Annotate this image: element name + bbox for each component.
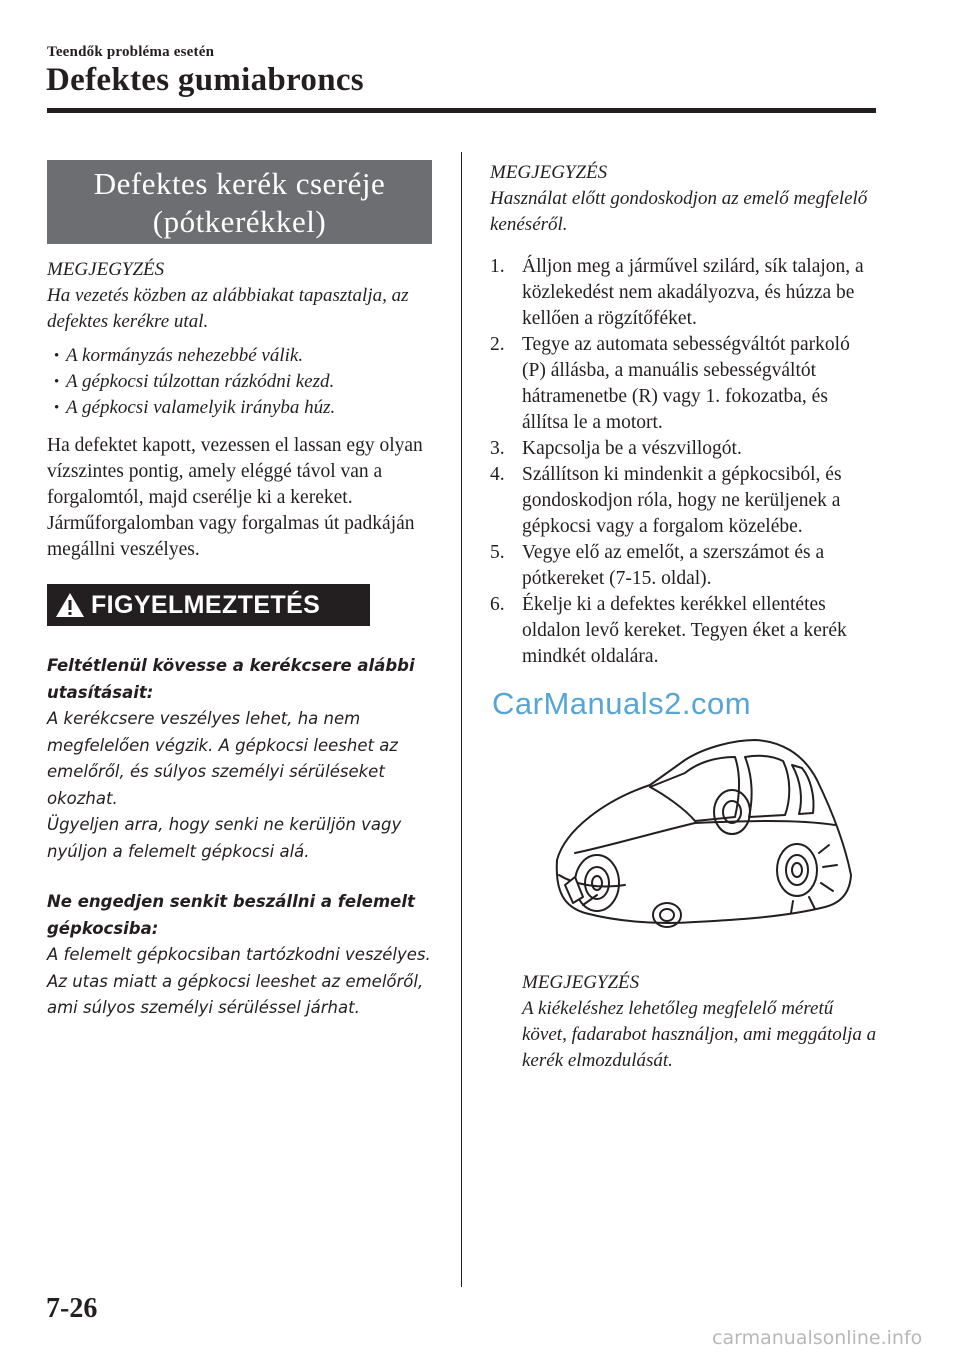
left-column xyxy=(47,160,433,1022)
step-text: Szállítson ki mindenkit a gépkocsiból, és gondoskodjon róla, hogy ne kerüljenek a gépkocsi vagy a forgalom közelébe. xyxy=(522,464,842,537)
step-number: 2. xyxy=(490,334,505,355)
step-number: 5. xyxy=(490,542,505,563)
note-label: MEGJEGYZÉS xyxy=(522,972,640,993)
warning-text: A kerékcsere veszélyes lehet, ha nem megfelelően végzik. A gépkocsi leeshet az emelőről, és súlyos személyi sérüléseket okozhat. xyxy=(47,709,398,808)
note-text: Használat előtt gondoskodjon az emelő megfelelő kenéséről. xyxy=(490,188,868,235)
list-item xyxy=(490,462,880,540)
step-number: 6. xyxy=(490,594,505,615)
page-title: Defektes gumiabroncs xyxy=(46,62,364,98)
note-label: MEGJEGYZÉS xyxy=(47,259,165,280)
section-heading xyxy=(47,160,432,244)
list-item xyxy=(490,332,880,436)
note-text: Ha vezetés közben az alábbiakat tapasztalja, az defektes kerékre utal. xyxy=(47,285,409,332)
step-number: 4. xyxy=(490,464,505,485)
warning-text: A felemelt gépkocsiban tartózkodni veszélyes. Az utas miatt a gépkocsi leeshet az emelőről, ami súlyos személyi sérüléssel járhat. xyxy=(47,945,431,1017)
step-text: Tegye az automata sebességváltót parkoló (P) állásba, a manuális sebességváltót hátramenetbe (R) vagy 1. fokozatba, és állítsa le a motort. xyxy=(522,334,850,433)
watermark: CarManuals2.com xyxy=(492,686,752,721)
note-block xyxy=(522,970,882,1074)
list-item: • A gépkocsi túlzottan rázkódni kezd. xyxy=(47,369,433,395)
footer-source: carmanualsonline.info xyxy=(712,1327,923,1349)
warning-text: Ügyeljen arra, hogy senki ne kerüljön vagy nyúljon a felemelt gépkocsi alá. xyxy=(47,815,402,861)
step-text: Kapcsolja be a vészvillogót. xyxy=(522,438,742,459)
page-number: 7-26 xyxy=(46,1293,98,1324)
step-list xyxy=(490,254,880,670)
warning-heading: Feltétlenül kövesse a kerékcsere alábbi utasításait: xyxy=(47,656,415,702)
note-block xyxy=(47,257,433,335)
symptom-list xyxy=(47,343,433,421)
note-text: A kiékeléshez lehetőleg megfelelő méretű követ, fadarabot használjon, ami meggátolja a kerék elmozdulását. xyxy=(522,998,877,1071)
list-item: • A gépkocsi valamelyik irányba húz. xyxy=(47,395,433,421)
list-item xyxy=(490,592,880,670)
warning-triangle-icon xyxy=(55,592,85,618)
step-number: 1. xyxy=(490,256,505,277)
body-block xyxy=(47,433,433,563)
step-text: Vegye elő az emelőt, a szerszámot és a pótkereket (7-15. oldal). xyxy=(522,542,825,589)
step-number: 3. xyxy=(490,438,505,459)
right-column xyxy=(490,160,880,670)
list-item xyxy=(490,254,880,332)
note-block xyxy=(490,160,880,238)
list-item xyxy=(490,436,880,462)
section-heading-line2: (pótkerékkel) xyxy=(152,204,327,239)
column-divider xyxy=(461,152,462,1287)
body-paragraph: Ha defektet kapott, vezessen el lassan egy olyan vízszintes pontig, amely eléggé távol van a forgalomtól, majd cserélje ki a kereket. xyxy=(47,435,423,508)
step-text: Álljon meg a járművel szilárd, sík talajon, a közlekedést nem akadályozva, és húzza be kellően a rögzítőféket. xyxy=(522,256,864,329)
warning-heading: Ne engedjen senkit beszállni a felemelt gépkocsiba: xyxy=(47,892,415,938)
breadcrumb: Teendők probléma esetén xyxy=(47,44,215,60)
section-heading-line1: Defektes kerék cseréje xyxy=(93,166,386,201)
warning-label: FIGYELMEZTETÉS xyxy=(91,590,321,619)
body-paragraph: Járműforgalomban vagy forgalmas út padkáján megállni veszélyes. xyxy=(47,513,415,560)
warning-block xyxy=(47,653,433,865)
list-item xyxy=(490,540,880,592)
warning-block xyxy=(47,889,433,1022)
warning-banner xyxy=(47,584,370,626)
header-rule xyxy=(47,108,876,113)
note-label: MEGJEGYZÉS xyxy=(490,162,608,183)
list-item: • A kormányzás nehezebbé válik. xyxy=(47,343,433,369)
car-wheel-chock-illustration xyxy=(545,735,857,935)
step-text: Ékelje ki a defektes kerékkel ellentétes oldalon levő kereket. Tegyen éket a kerék mindkét oldalára. xyxy=(522,594,847,667)
